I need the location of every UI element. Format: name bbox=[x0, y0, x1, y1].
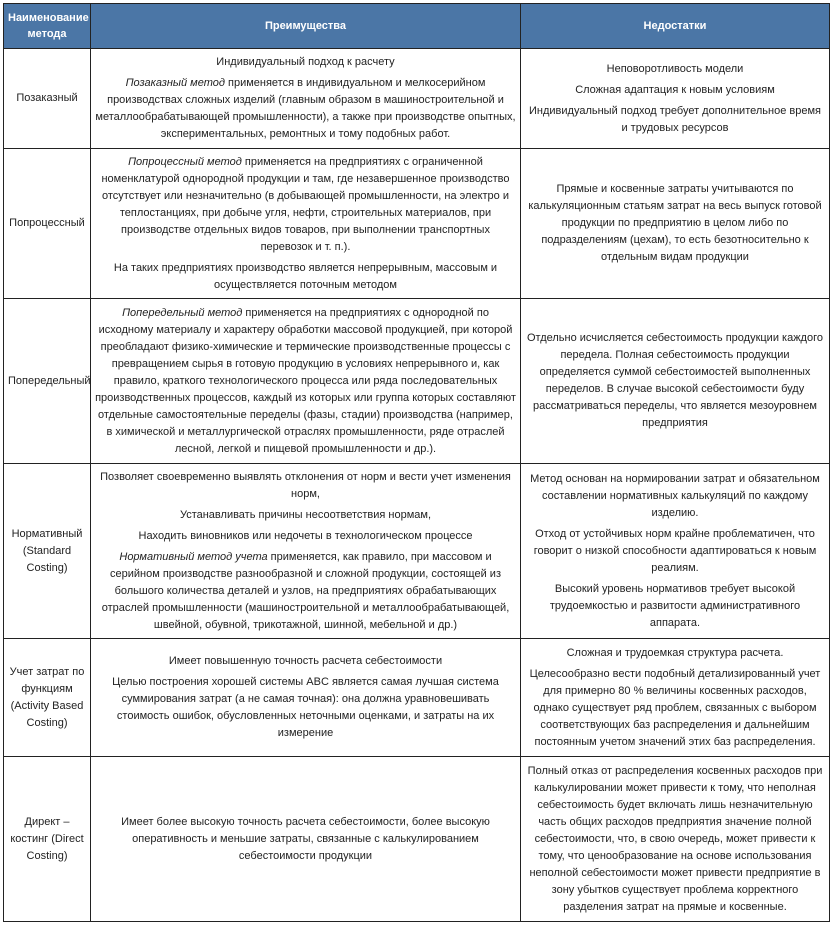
paragraph bbox=[525, 471, 825, 522]
paragraph-text: Имеет повышенную точность расчета себестоимости bbox=[168, 655, 443, 667]
paragraph-text: Находить виновников или недочеты в технологическом процессе bbox=[138, 529, 473, 542]
paragraph-text: Отдельно исчисляется себестоимость продукции каждого передела. Полная себестоимость продукции определяется суммой себестоимостей выполненных переделов. В случае высокой себестоимости буду рассматриваться переделы, что является мезоуровнем предприятия bbox=[526, 332, 823, 429]
paragraph bbox=[95, 528, 516, 545]
disadvantages-cell bbox=[521, 49, 830, 149]
paragraph-text: Сложная и трудоемкая структура расчета. bbox=[566, 646, 784, 659]
paragraph bbox=[95, 469, 516, 503]
paragraph-text: Прямые и косвенные затраты учитываются по калькуляционным статьям затрат на весь выпуск готовой продукции по предприятию в целом либо по подразделениям (цехам), то есть безотносительно к отдельным видам продукции bbox=[528, 183, 822, 263]
method-term: Позаказный метод bbox=[125, 77, 225, 89]
paragraph bbox=[525, 181, 825, 266]
paragraph-text: Сложная адаптация к новым условиям bbox=[575, 83, 775, 96]
table-row bbox=[4, 639, 830, 757]
paragraph bbox=[525, 61, 825, 78]
paragraph-text: Высокий уровень нормативов требует высокой трудоемкостью и развитости административного аппарата. bbox=[549, 582, 801, 629]
table-row bbox=[4, 464, 830, 639]
disadvantages-cell bbox=[521, 299, 830, 464]
advantages-cell bbox=[91, 49, 521, 149]
paragraph bbox=[95, 507, 516, 524]
paragraph bbox=[525, 526, 825, 577]
paragraph-text: Полный отказ от распределения косвенных расходов при калькулировании может привести к тому, что неполная себестоимость будет включать лишь незначительную часть общих расходов предприятия значение полной себестоимости, что, в свою очередь, может привести к тому, что ценообразование на основе использования неполной себестоимости может привести предприятие в зону убытков существует проблема корректного разделения затрат на прямые и косвенные. bbox=[527, 764, 823, 913]
paragraph bbox=[95, 260, 516, 294]
method-name: Директ – костинг (Direct Costing) bbox=[4, 757, 91, 922]
paragraph-text: применяется, как правило, при массовом и серийном производстве разнообразной и сложной продукции, состоящей из большого количества деталей и узлов, на предприятиях обрабатывающих отраслей промышленности (машиностроительной и металлообрабатывающей, швейной, обувной, трикотажной, шинной, мебельной и др.) bbox=[101, 550, 510, 631]
advantages-cell bbox=[91, 757, 521, 922]
advantages-cell bbox=[91, 149, 521, 299]
paragraph bbox=[95, 653, 516, 670]
method-term: Нормативный метод учета bbox=[119, 550, 268, 563]
header-method-name: Наименование метода bbox=[4, 4, 91, 49]
advantages-cell bbox=[91, 299, 521, 464]
table-body bbox=[4, 49, 830, 922]
method-term: Попроцессный метод bbox=[128, 155, 242, 168]
paragraph bbox=[95, 305, 516, 458]
paragraph-text: Индивидуальный подход к расчету bbox=[216, 56, 395, 68]
paragraph bbox=[525, 330, 825, 432]
paragraph bbox=[525, 103, 825, 137]
paragraph-text: Неповоротливость модели bbox=[606, 62, 744, 75]
paragraph-text: Индивидуальный подход требует дополнительное время и трудовых ресурсов bbox=[529, 104, 821, 134]
paragraph-text: применяется на предприятиях с ограниченной номенклатурой однородной продукции и там, где незавершенное производство отсутствует или незначительно (в добывающей промышленности, на электро и теплостанциях, при добыче угля, нефти, строительных материалов, при производстве отдельных видов товаров, при выполнении транспортных перевозок и т. п.). bbox=[101, 155, 510, 253]
paragraph-text: Целесообразно вести подобный детализированный учет для примерно 80 % величины косвенных расходов, однако существует ряд проблем, связанных с выбором соответствующих баз распределения и дальнейшим постоянным учетом значений этих баз распределения. bbox=[529, 667, 821, 748]
paragraph bbox=[525, 666, 825, 751]
paragraph-text: Имеет более высокую точность расчета себестоимости, более высокую оперативность и меньшие затраты, связанные с калькулированием себестоимости продукции bbox=[121, 815, 490, 862]
advantages-cell bbox=[91, 464, 521, 639]
method-name: Учет затрат по функциям (Activity Based Costing) bbox=[4, 639, 91, 757]
disadvantages-cell bbox=[521, 149, 830, 299]
disadvantages-cell bbox=[521, 639, 830, 757]
table-row bbox=[4, 757, 830, 922]
paragraph-text: Метод основан на нормировании затрат и обязательном составлении нормативных калькуляций по каждому изделию. bbox=[530, 472, 820, 519]
paragraph bbox=[95, 549, 516, 634]
method-term: Попередельный метод bbox=[122, 306, 243, 319]
paragraph-text: применяется в индивидуальном и мелкосерийном производствах сложных изделий (главным образом в машиностроительной и металлообрабатывающей промышленности), а также при производстве опытных, экспериментальных, ремонтных и тому подобных работ. bbox=[95, 77, 516, 140]
method-name: Позаказный bbox=[4, 49, 91, 149]
paragraph bbox=[95, 154, 516, 256]
paragraph-text: Целью построения хорошей системы ABC является самая лучшая система суммирования затрат (а не самая точная): она должна уравновешивать стоимость ошибок, обусловленных неточными оценками, и затраты на их измерение bbox=[112, 676, 499, 739]
paragraph-text: На таких предприятиях производство является непрерывным, массовым и осуществляется поточным методом bbox=[113, 261, 498, 291]
disadvantages-cell bbox=[521, 757, 830, 922]
paragraph bbox=[95, 75, 516, 143]
paragraph bbox=[525, 763, 825, 916]
table-row bbox=[4, 49, 830, 149]
paragraph bbox=[525, 581, 825, 632]
paragraph bbox=[525, 82, 825, 99]
paragraph-text: Устанавливать причины несоответствия нормам, bbox=[179, 508, 432, 521]
disadvantages-cell bbox=[521, 464, 830, 639]
paragraph bbox=[95, 54, 516, 71]
paragraph-text: Позволяет своевременно выявлять отклонения от норм и вести учет изменения норм, bbox=[100, 470, 511, 500]
header-disadvantages: Недостатки bbox=[521, 4, 830, 49]
paragraph bbox=[95, 814, 516, 865]
paragraph-text: Отход от устойчивых норм крайне проблематичен, что говорит о низкой способности адаптироваться к новым реалиям. bbox=[533, 527, 817, 574]
paragraph bbox=[525, 645, 825, 662]
method-name: Нормативный (Standard Costing) bbox=[4, 464, 91, 639]
table-row bbox=[4, 149, 830, 299]
method-name: Попередельный bbox=[4, 299, 91, 464]
paragraph bbox=[95, 674, 516, 742]
advantages-cell bbox=[91, 639, 521, 757]
method-name: Попроцессный bbox=[4, 149, 91, 299]
header-advantages: Преимущества bbox=[91, 4, 521, 49]
table-row bbox=[4, 299, 830, 464]
paragraph-text: применяется на предприятиях с однородной по исходному материалу и характеру обработки массовой продукцией, при которой преобладают физико-химические и термические производственные процессы с превращением сырья в готовую продукцию в условиях непрерывного и, как правило, краткого технологического процесса или ряда последовательных производственных процессов, каждый из которых или группа которых составляют отдельные самостоятельные переделы (фазы, стадии) производства (например, в химической и металлургической отраслях промышленности, ряде отраслей лесной, легкой и пищевой промышленности и др.). bbox=[95, 306, 516, 455]
table-header-row bbox=[4, 4, 830, 49]
costing-methods-table bbox=[3, 3, 830, 922]
